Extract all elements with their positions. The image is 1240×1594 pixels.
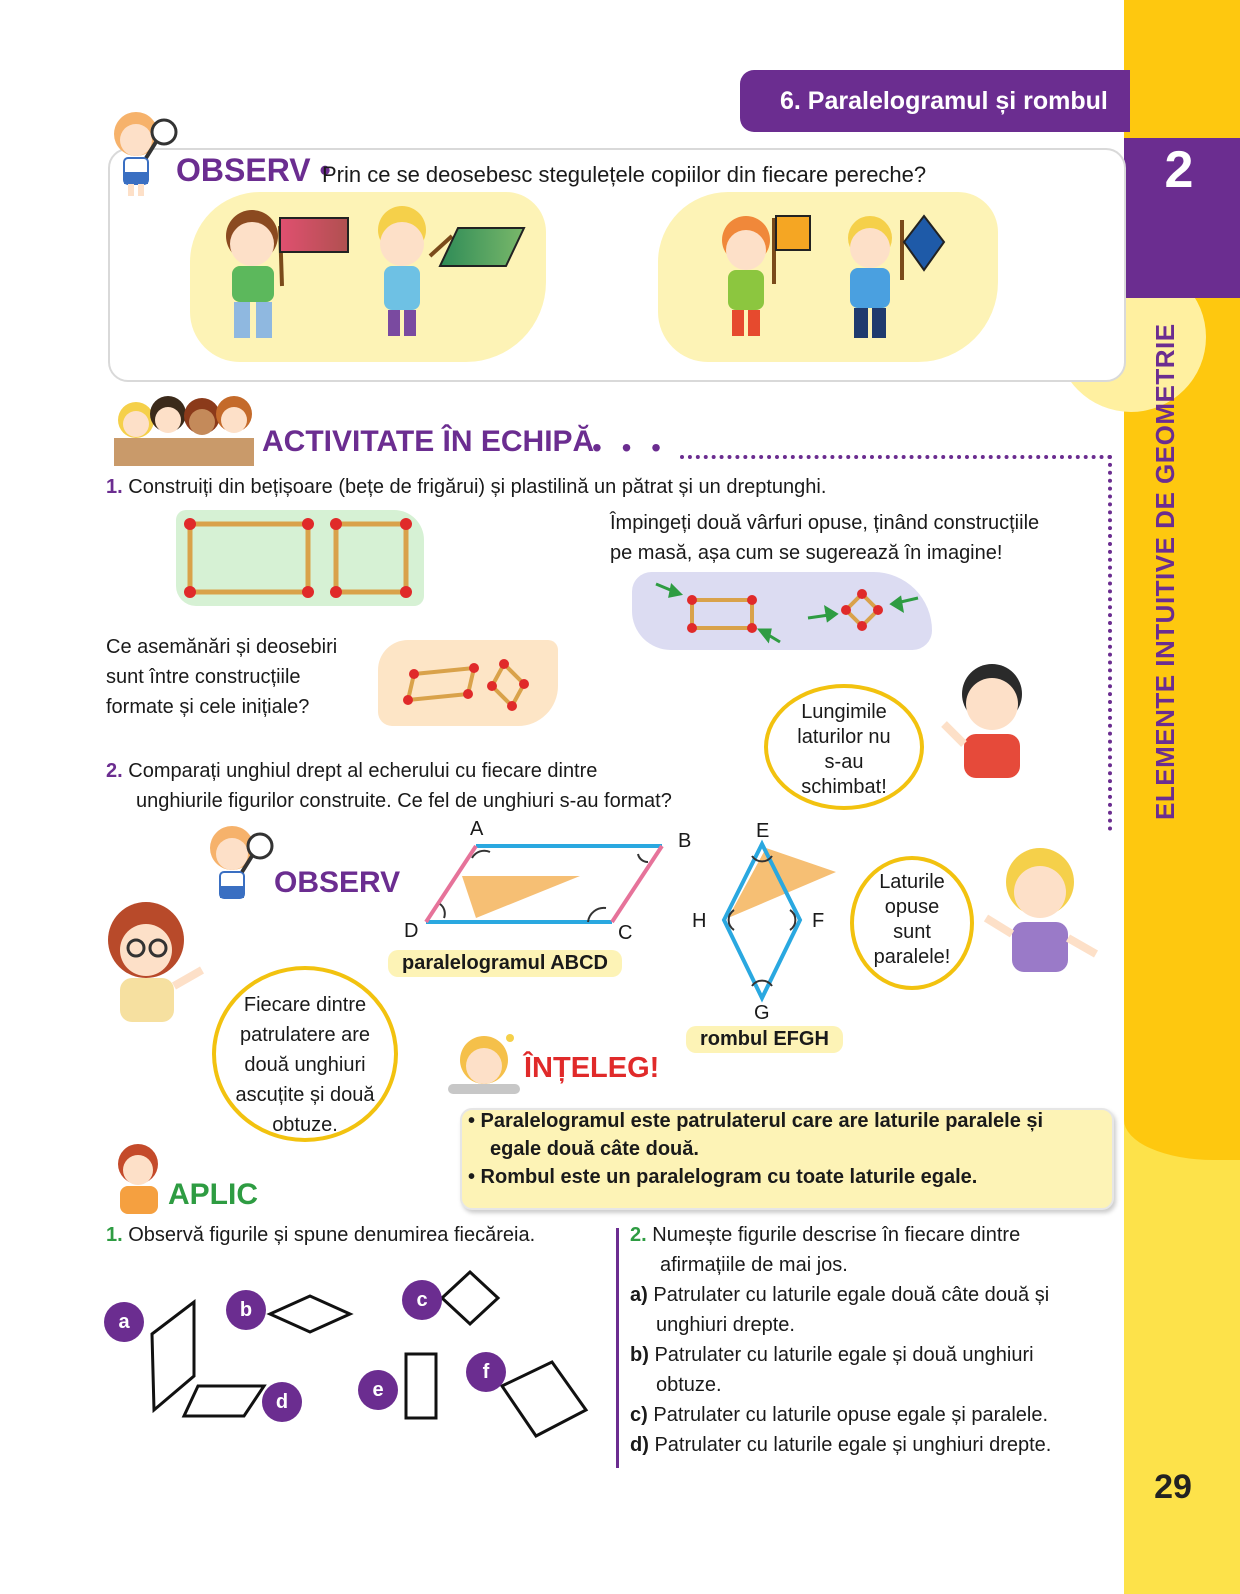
push-illustration xyxy=(640,572,940,652)
pushed-shapes xyxy=(396,650,546,720)
task2-text-1: Comparați unghiul drept al echerului cu fiecare dintre xyxy=(128,760,598,782)
observe2-heading: OBSERV xyxy=(274,866,401,899)
badge-a: a xyxy=(104,1302,144,1342)
push-text-2: pe masă, așa cum se sugerează în imagine! xyxy=(610,542,1003,564)
item-letter: b) xyxy=(630,1344,649,1366)
observe-heading: OBSERV • xyxy=(176,152,331,188)
boy-pointing-icon xyxy=(934,660,1044,790)
badge-b: b xyxy=(226,1290,266,1330)
item-letter: c) xyxy=(630,1404,648,1426)
bubble-line: laturilor nu xyxy=(797,726,891,748)
parallelogram-abcd-figure xyxy=(400,818,710,948)
apply-item-a xyxy=(630,1280,1049,1310)
girl-magnifier-icon xyxy=(104,104,184,200)
item-text: Patrulater cu laturile egale și unghiuri drepte. xyxy=(654,1434,1052,1456)
apply-item-b xyxy=(630,1340,1034,1370)
apply-item-d xyxy=(630,1430,1051,1460)
definition-parallelogram-line2: egale două câte două. xyxy=(490,1138,699,1160)
rhombus-efgh-figure xyxy=(700,834,850,1014)
badge-c: c xyxy=(402,1280,442,1320)
unit-number: 2 xyxy=(1164,141,1194,199)
item-text: Patrulater cu laturile opuse egale și paralele. xyxy=(653,1404,1049,1426)
vertex-b: B xyxy=(678,830,692,852)
bubble-line: s-au xyxy=(824,751,864,773)
girl-thinking-icon xyxy=(440,1030,524,1100)
apply-item-c xyxy=(630,1400,1048,1430)
stick-rectangle-and-square xyxy=(176,510,426,610)
task1-number: 1. xyxy=(106,476,123,498)
question-line-1: Ce asemănări și deosebiri xyxy=(106,636,338,658)
team-children-icon xyxy=(110,384,260,470)
apply-ex1-text: Observă figurile și spune denumirea fiecăreia. xyxy=(128,1224,536,1246)
apply-ex2-number: 2. xyxy=(630,1224,647,1246)
apply-item-a-line2: unghiuri drepte. xyxy=(656,1314,795,1336)
task2-number: 2. xyxy=(106,760,123,782)
vertex-h: H xyxy=(692,910,707,932)
bubble-line: obtuze. xyxy=(272,1114,338,1136)
boy-glasses-speech-bubble xyxy=(212,966,398,1142)
bubble-line: paralele! xyxy=(873,946,951,968)
girl-writing-icon xyxy=(108,1142,172,1216)
apply-ex2-text-1: Numește figurile descrise în fiecare dintre xyxy=(652,1224,1021,1246)
push-text-1: Împingeți două vârfuri opuse, ținând construcțiile xyxy=(610,512,1040,534)
vertex-d: D xyxy=(404,920,419,942)
girl-pointing-icon xyxy=(978,842,1100,982)
item-text: Patrulater cu laturile egale două câte două și xyxy=(653,1284,1050,1306)
badge-f: f xyxy=(466,1352,506,1392)
apply-ex2-line1 xyxy=(630,1220,1090,1250)
parallelogram-label: paralelogramul ABCD xyxy=(388,950,622,977)
girl-magnifier-icon xyxy=(200,818,280,918)
team-activity-dots: • • • xyxy=(592,432,667,463)
bubble-line: două unghiuri xyxy=(244,1054,366,1076)
vertex-c: C xyxy=(618,922,633,944)
question-line-3: formate și cele inițiale? xyxy=(106,696,310,718)
apply-heading: APLIC xyxy=(168,1178,258,1211)
bubble-line: sunt xyxy=(893,921,931,943)
item-text: Patrulater cu laturile egale și două unghiuri xyxy=(654,1344,1034,1366)
girl-speech-bubble xyxy=(850,856,974,990)
badge-e: e xyxy=(358,1370,398,1410)
badge-d: d xyxy=(262,1382,302,1422)
item-letter: d) xyxy=(630,1434,649,1456)
vertex-a: A xyxy=(470,818,484,840)
bubble-line: opuse xyxy=(884,896,940,918)
chapter-title: 6. Paralelogramul și rombul xyxy=(740,70,1130,132)
vertex-g: G xyxy=(754,1002,770,1024)
understand-heading: ÎNȚELEG! xyxy=(524,1052,660,1084)
item-letter: a) xyxy=(630,1284,648,1306)
apply-ex1 xyxy=(106,1220,535,1250)
children-flags-pair-2 xyxy=(700,210,960,350)
apply-figures xyxy=(140,1266,600,1456)
bubble-line: ascuțite și două xyxy=(235,1084,375,1106)
task2-line-2: unghiurile figurilor construite. Ce fel de unghiuri s-au format? xyxy=(136,790,672,812)
question-line-2: sunt între construcțiile xyxy=(106,666,301,688)
task1 xyxy=(106,472,826,502)
bubble-line: Fiecare dintre xyxy=(243,994,367,1016)
boy-glasses-icon xyxy=(98,900,208,1030)
bubble-line: schimbat! xyxy=(801,776,887,798)
rhombus-label: rombul EFGH xyxy=(686,1026,843,1053)
column-separator xyxy=(616,1228,619,1468)
bubble-line: Lungimile xyxy=(801,701,887,723)
apply-ex1-number: 1. xyxy=(106,1224,123,1246)
task1-text: Construiți din bețișoare (bețe de frigărui) și plastilină un pătrat și un dreptunghi. xyxy=(128,476,827,498)
observe-question: Prin ce se deosebesc stegulețele copiilor din fiecare pereche? xyxy=(322,162,927,187)
boy-speech-bubble xyxy=(764,684,924,810)
bubble-line: Laturile xyxy=(879,871,945,893)
page-number: 29 xyxy=(1154,1468,1192,1506)
task2-line-1 xyxy=(106,756,736,786)
team-activity-heading: ACTIVITATE ÎN ECHIPĂ xyxy=(262,425,595,458)
vertex-f: F xyxy=(812,910,825,932)
definition-rhombus: • Rombul este un paralelogram cu toate laturile egale. xyxy=(468,1166,978,1188)
apply-ex2-line2: afirmațiile de mai jos. xyxy=(660,1254,848,1276)
side-title: ELEMENTE INTUITIVE DE GEOMETRIE xyxy=(1150,323,1180,820)
apply-item-b-line2: obtuze. xyxy=(656,1374,722,1396)
children-flags-pair-1 xyxy=(190,196,550,346)
bubble-line: patrulatere are xyxy=(239,1024,371,1046)
vertex-e: E xyxy=(756,820,770,842)
definition-parallelogram-line1: • Paralelogramul este patrulaterul care are laturile paralele și xyxy=(468,1110,1044,1132)
